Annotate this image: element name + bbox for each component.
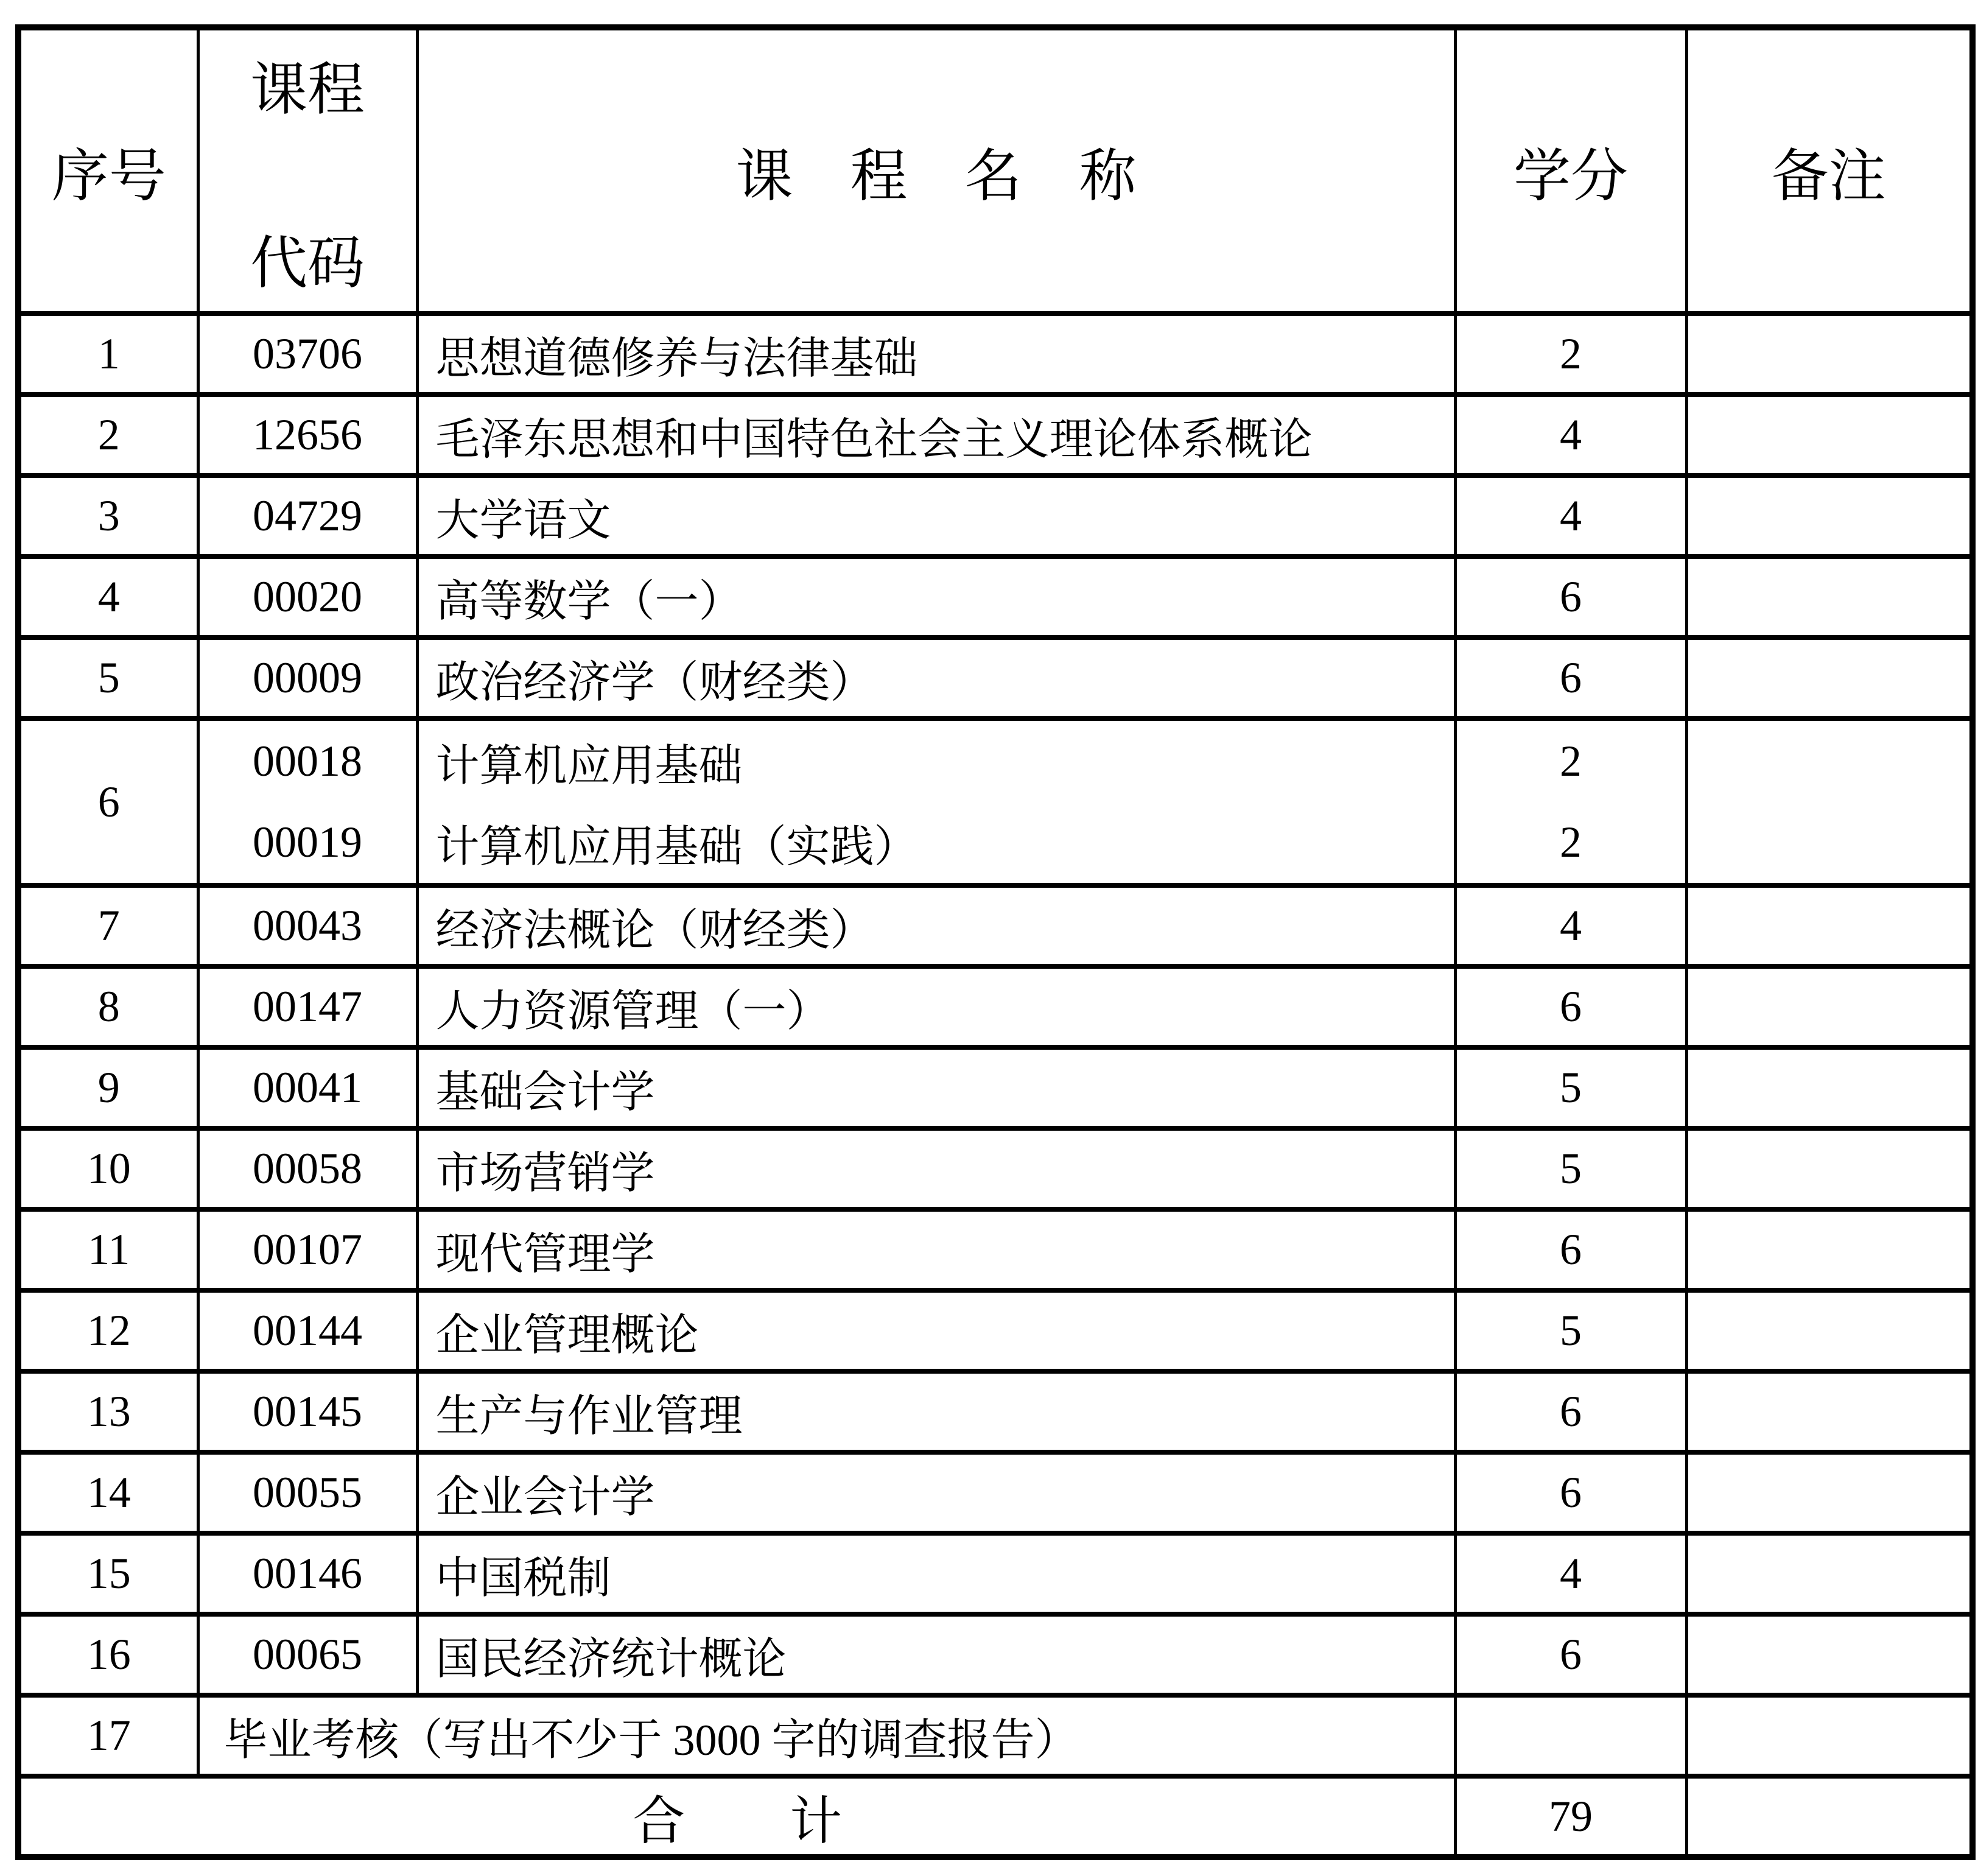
table-row-7 xyxy=(18,885,1973,966)
total-row xyxy=(18,1776,1973,1857)
remarks-cell xyxy=(1686,1209,1973,1290)
merged-name-cell: 毕业考核（写出不少于 3000 字的调查报告） xyxy=(198,1695,1455,1776)
name-cell: 市场营销学 xyxy=(417,1128,1455,1209)
total-remarks-cell xyxy=(1686,1776,1973,1857)
header-course-code-line1: 课程 xyxy=(250,58,365,122)
remarks-cell xyxy=(1686,638,1973,718)
index-cell: 17 xyxy=(18,1695,198,1776)
name-cell: 企业会计学 xyxy=(417,1452,1455,1533)
index-cell: 16 xyxy=(18,1614,198,1695)
credits-cell: 5 xyxy=(1455,1047,1686,1128)
index-cell: 15 xyxy=(18,1533,198,1614)
remarks-cell xyxy=(1686,1452,1973,1533)
credits-cell: 5 xyxy=(1455,1128,1686,1209)
credits-lines xyxy=(1457,721,1685,883)
remarks-cell xyxy=(1686,966,1973,1047)
credits-cell: 6 xyxy=(1455,1614,1686,1695)
credits-cell xyxy=(1455,1695,1686,1776)
code-cell: 00041 xyxy=(198,1047,417,1128)
name-cell: 人力资源管理（一） xyxy=(417,966,1455,1047)
code-cell: 00043 xyxy=(198,885,417,966)
code-cell: 00145 xyxy=(198,1371,417,1452)
credits-line: 2 xyxy=(1560,737,1582,785)
credits-cell: 5 xyxy=(1455,1290,1686,1371)
table-row-15 xyxy=(18,1533,1973,1614)
name-cell: 生产与作业管理 xyxy=(417,1371,1455,1452)
name-cell: 思想道德修养与法律基础 xyxy=(417,314,1455,395)
name-lines xyxy=(436,721,1454,883)
index-cell: 14 xyxy=(18,1452,198,1533)
table-row-2 xyxy=(18,395,1973,476)
header-remarks: 备注 xyxy=(1686,27,1973,314)
code-cell: 00020 xyxy=(198,557,417,638)
table-row-3 xyxy=(18,476,1973,557)
table-row-14 xyxy=(18,1452,1973,1533)
credits-cell: 6 xyxy=(1455,1452,1686,1533)
header-course-code xyxy=(198,27,417,314)
name-cell: 政治经济学（财经类） xyxy=(417,638,1455,718)
code-cell: 00055 xyxy=(198,1452,417,1533)
table-row-9 xyxy=(18,1047,1973,1128)
credits-line: 2 xyxy=(1560,818,1582,866)
code-cell xyxy=(198,718,417,885)
table-row-8 xyxy=(18,966,1973,1047)
credits-cell: 6 xyxy=(1455,638,1686,718)
code-cell: 12656 xyxy=(198,395,417,476)
header-index: 序号 xyxy=(18,27,198,314)
index-cell: 13 xyxy=(18,1371,198,1452)
name-cell xyxy=(417,718,1455,885)
total-credits-cell: 79 xyxy=(1455,1776,1686,1857)
code-line: 00019 xyxy=(253,818,362,866)
remarks-cell xyxy=(1686,557,1973,638)
name-cell: 基础会计学 xyxy=(417,1047,1455,1128)
name-cell: 中国税制 xyxy=(417,1533,1455,1614)
table-row-6 xyxy=(18,718,1973,885)
credits-cell: 6 xyxy=(1455,1209,1686,1290)
remarks-cell xyxy=(1686,718,1973,885)
name-cell: 企业管理概论 xyxy=(417,1290,1455,1371)
code-cell: 00147 xyxy=(198,966,417,1047)
name-cell: 高等数学（一） xyxy=(417,557,1455,638)
course-table xyxy=(15,24,1976,1860)
table-row-11 xyxy=(18,1209,1973,1290)
name-line: 计算机应用基础（实践） xyxy=(435,822,918,871)
remarks-cell xyxy=(1686,1371,1973,1452)
remarks-cell xyxy=(1686,314,1973,395)
remarks-cell xyxy=(1686,1128,1973,1209)
index-cell: 10 xyxy=(18,1128,198,1209)
remarks-cell xyxy=(1686,1695,1973,1776)
remarks-cell xyxy=(1686,885,1973,966)
credits-cell: 4 xyxy=(1455,395,1686,476)
code-cell: 00146 xyxy=(198,1533,417,1614)
index-cell: 9 xyxy=(18,1047,198,1128)
table-row-13 xyxy=(18,1371,1973,1452)
index-cell: 2 xyxy=(18,395,198,476)
name-cell: 毛泽东思想和中国特色社会主义理论体系概论 xyxy=(417,395,1455,476)
remarks-cell xyxy=(1686,395,1973,476)
remarks-cell xyxy=(1686,1614,1973,1695)
header-credits: 学分 xyxy=(1455,27,1686,314)
index-cell: 8 xyxy=(18,966,198,1047)
credits-cell: 4 xyxy=(1455,885,1686,966)
index-cell: 7 xyxy=(18,885,198,966)
table-row-4 xyxy=(18,557,1973,638)
index-cell: 1 xyxy=(18,314,198,395)
table-row-10 xyxy=(18,1128,1973,1209)
credits-cell: 4 xyxy=(1455,1533,1686,1614)
code-line: 00018 xyxy=(253,737,362,785)
name-cell: 经济法概论（财经类） xyxy=(417,885,1455,966)
code-cell: 03706 xyxy=(198,314,417,395)
code-cell: 00058 xyxy=(198,1128,417,1209)
index-cell: 12 xyxy=(18,1290,198,1371)
remarks-cell xyxy=(1686,1047,1973,1128)
header-course-code-line2: 代码 xyxy=(250,231,365,295)
code-lines xyxy=(200,721,416,883)
index-cell: 11 xyxy=(18,1209,198,1290)
table-row-1 xyxy=(18,314,1973,395)
credits-cell: 6 xyxy=(1455,557,1686,638)
credits-cell: 6 xyxy=(1455,1371,1686,1452)
table-row-5 xyxy=(18,638,1973,718)
name-line: 计算机应用基础 xyxy=(435,741,743,790)
code-cell: 00144 xyxy=(198,1290,417,1371)
index-cell: 5 xyxy=(18,638,198,718)
index-cell: 4 xyxy=(18,557,198,638)
index-cell: 6 xyxy=(18,718,198,885)
code-cell: 00009 xyxy=(198,638,417,718)
name-cell: 大学语文 xyxy=(417,476,1455,557)
credits-cell: 2 xyxy=(1455,314,1686,395)
code-cell: 04729 xyxy=(198,476,417,557)
table-row-16 xyxy=(18,1614,1973,1695)
table-row-17 xyxy=(18,1695,1973,1776)
total-label-cell: 合 计 xyxy=(18,1776,1455,1857)
header-course-name: 课 程 名 称 xyxy=(417,27,1455,314)
header-course-code-lines xyxy=(200,43,416,299)
credits-cell: 4 xyxy=(1455,476,1686,557)
header-row xyxy=(18,27,1973,314)
credits-cell xyxy=(1455,718,1686,885)
remarks-cell xyxy=(1686,1290,1973,1371)
credits-cell: 6 xyxy=(1455,966,1686,1047)
name-cell: 国民经济统计概论 xyxy=(417,1614,1455,1695)
remarks-cell xyxy=(1686,1533,1973,1614)
remarks-cell xyxy=(1686,476,1973,557)
table-row-12 xyxy=(18,1290,1973,1371)
name-cell: 现代管理学 xyxy=(417,1209,1455,1290)
index-cell: 3 xyxy=(18,476,198,557)
code-cell: 00107 xyxy=(198,1209,417,1290)
code-cell: 00065 xyxy=(198,1614,417,1695)
